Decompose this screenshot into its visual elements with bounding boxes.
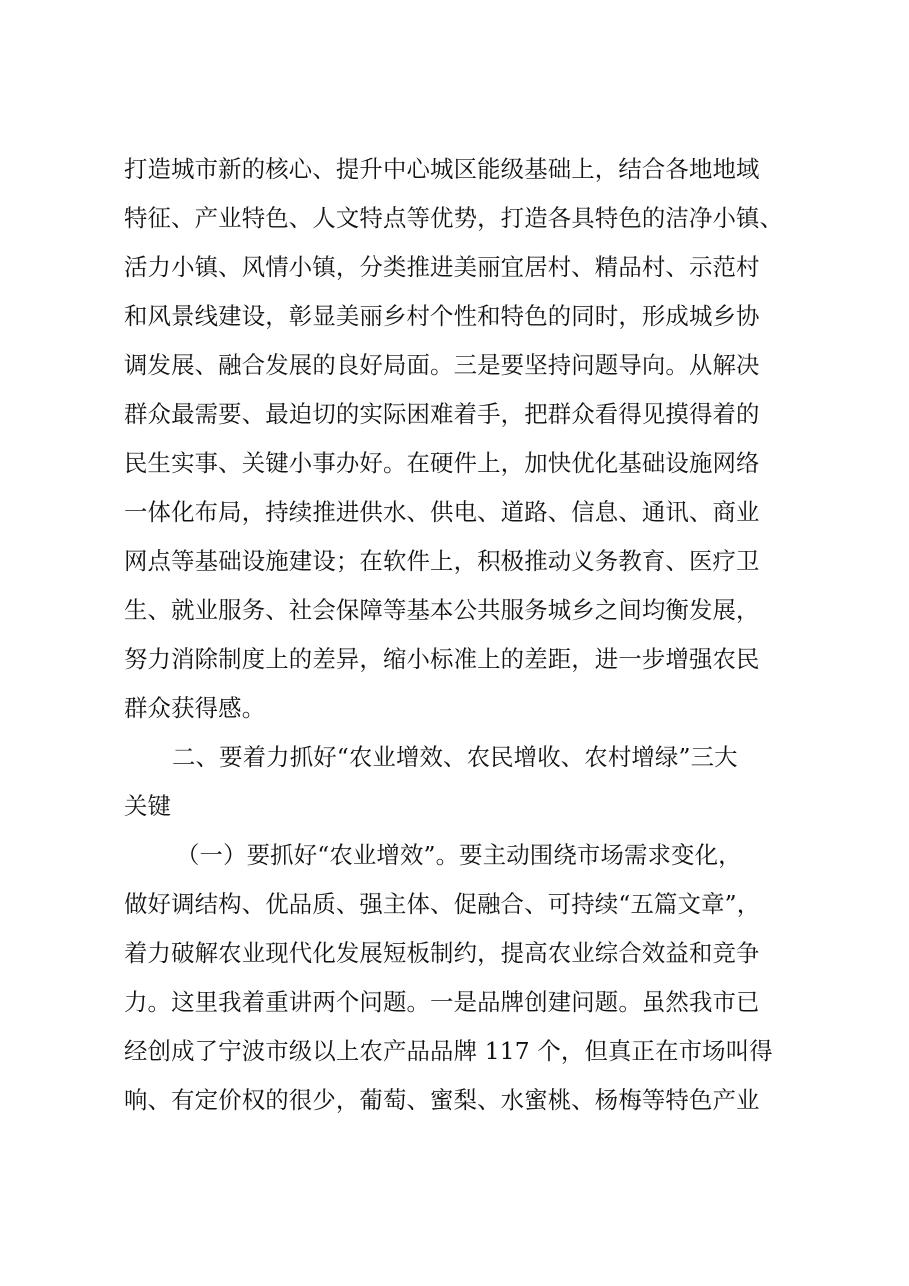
body-line: 经创成了宁波市级以上农产品品牌 117 个，但真正在市场叫得 <box>124 1037 773 1065</box>
body-line: 努力消除制度上的差异，缩小标准上的差距，进一步增强农民 <box>124 645 760 673</box>
body-line: 一体化布局，持续推进供水、供电、道路、信息、通讯、商业 <box>124 498 760 526</box>
subsection-line: （一）要抓好“农业增效”。要主动围绕市场需求变化， <box>176 841 742 869</box>
body-line: 调发展、融合发展的良好局面。三是要坚持问题导向。从解决 <box>124 351 760 379</box>
body-line: 群众最需要、最迫切的实际困难着手，把群众看得见摸得着的 <box>124 400 760 428</box>
body-line: 着力破解农业现代化发展短板制约，提高农业综合效益和竞争 <box>124 939 760 967</box>
body-line: 响、有定价权的很少，葡萄、蜜梨、水蜜桃、杨梅等特色产业 <box>124 1086 760 1114</box>
body-line: 特征、产业特色、人文特点等优势，打造各具特色的洁净小镇、 <box>124 204 784 232</box>
body-line: 和风景线建设，彰显美丽乡村个性和特色的同时，形成城乡协 <box>124 302 760 330</box>
body-line: 群众获得感。 <box>124 694 266 722</box>
body-line: 活力小镇、风情小镇，分类推进美丽宜居村、精品村、示范村 <box>124 253 760 281</box>
body-line: 打造城市新的核心、提升中心城区能级基础上，结合各地地域 <box>124 155 760 183</box>
section-heading-line: 关键 <box>124 792 172 820</box>
body-line: 生、就业服务、社会保障等基本公共服务城乡之间均衡发展， <box>124 596 760 624</box>
body-line: 做好调结构、优品质、强主体、促融合、可持续“五篇文章”， <box>124 890 761 918</box>
section-heading-line: 二、要着力抓好“农业增效、农民增收、农村增绿”三大 <box>172 743 738 771</box>
body-line: 网点等基础设施建设；在软件上，积极推动义务教育、医疗卫 <box>124 547 760 575</box>
body-line: 民生实事、关键小事办好。在硬件上，加快优化基础设施网络 <box>124 449 760 477</box>
body-line: 力。这里我着重讲两个问题。一是品牌创建问题。虽然我市已 <box>124 988 760 1016</box>
document-body <box>124 145 804 1125</box>
